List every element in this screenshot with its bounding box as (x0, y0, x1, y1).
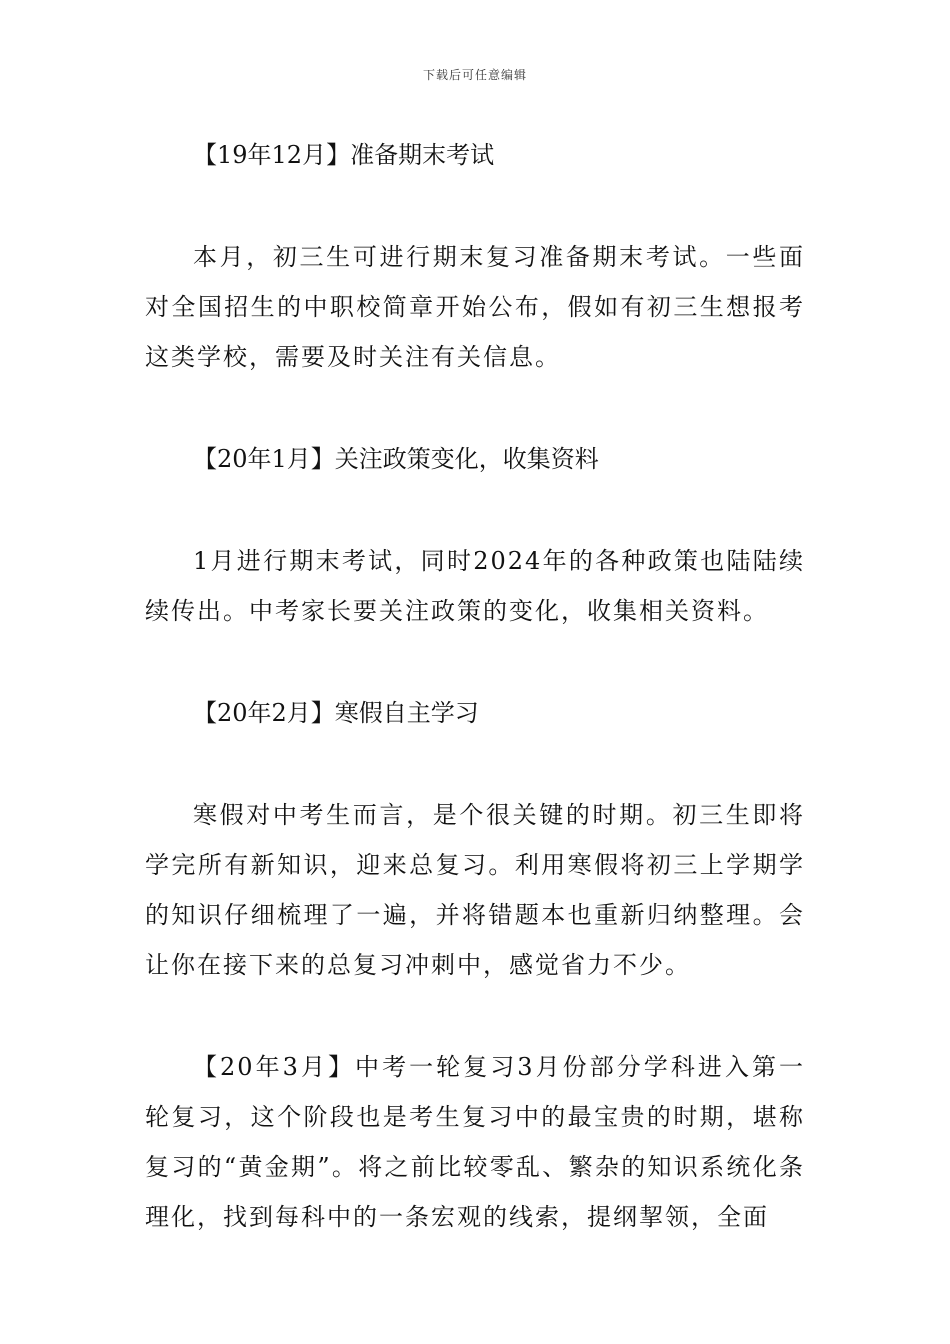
header-note: 下载后可任意编辑 (422, 68, 527, 82)
section-paragraph-dec: 本月，初三生可进行期末复习准备期末考试。一些面对全国招生的中职校简章开始公布，假如有初三生想报考这类学校，需要及时关注有关信息。 (145, 243, 805, 371)
section-heading-jan: 【20年1月】关注政策变化，收集资料 (193, 445, 599, 473)
section-heading-feb: 【20年2月】寒假自主学习 (193, 699, 479, 727)
section-heading-dec: 【19年12月】准备期末考试 (193, 141, 495, 169)
section-paragraph-feb: 寒假对中考生而言，是个很关键的时期。初三生即将学完所有新知识，迎来总复习。利用寒假将初三上学期学的知识仔细梳理了一遍，并将错题本也重新归纳整理。会让你在接下来的总复习冲刺中，感觉省力不少。 (145, 801, 805, 979)
document-body (145, 130, 805, 1294)
section-paragraph-jan: 1月进行期末考试，同时2024年的各种政策也陆陆续续传出。中考家长要关注政策的变化，收集相关资料。 (145, 547, 805, 625)
section-paragraph-mar: 【20年3月】中考一轮复习3月份部分学科进入第一轮复习，这个阶段也是考生复习中的最宝贵的时期，堪称复习的“黄金期”。将之前比较零乱、繁杂的知识系统化条理化，找到每科中的一条宏观的线索，提纲挈领，全面 (145, 1053, 805, 1231)
